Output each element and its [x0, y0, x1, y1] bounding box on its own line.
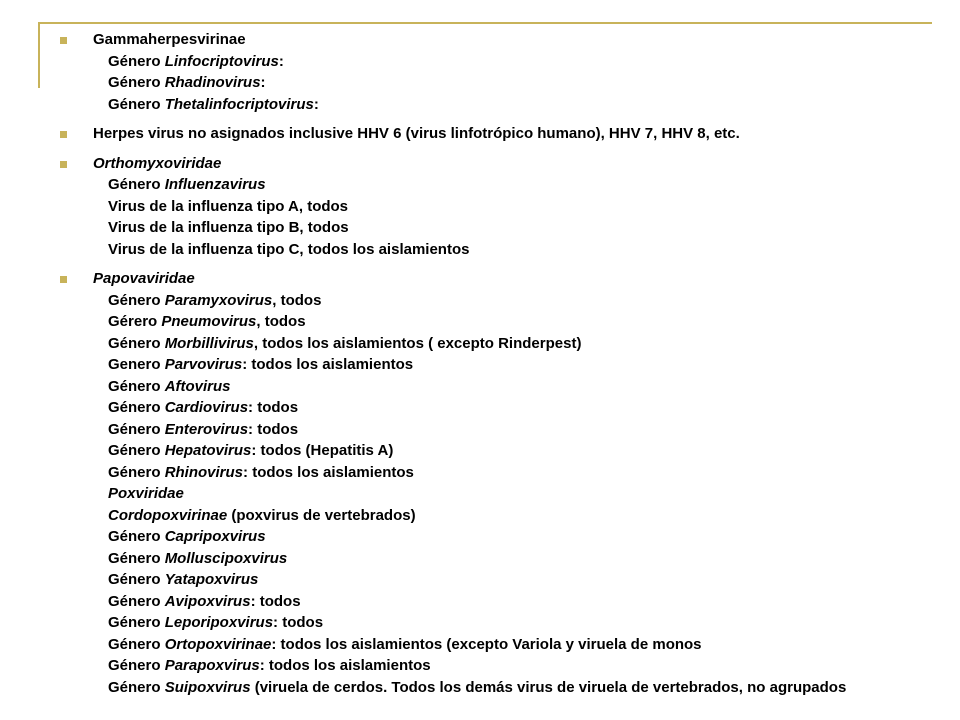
italic-taxon-name: Aftovirus	[164, 377, 231, 395]
text-line	[93, 123, 900, 145]
text-segment: Gérero	[108, 313, 162, 330]
square-bullet-icon	[60, 276, 67, 283]
text-segment: Virus de la influenza tipo C, todos los aislamientos	[108, 240, 470, 258]
text-line	[93, 268, 900, 290]
italic-taxon-name: Pneumovirus	[161, 313, 257, 330]
italic-taxon-name: Molluscipoxvirus	[164, 549, 288, 567]
text-segment: Género	[108, 463, 165, 481]
text-segment: Género	[108, 52, 165, 70]
text-line	[93, 333, 900, 355]
text-segment: Género	[108, 420, 165, 438]
text-segment: Virus de la influenza tipo A, todos	[108, 197, 349, 215]
text-segment: : todos	[248, 399, 299, 416]
text-segment: (poxvirus de vertebrados)	[227, 506, 416, 524]
text-segment: : todos los aislamientos (excepto Variola y viruela de monos	[271, 635, 702, 653]
text-segment: Género	[108, 635, 165, 653]
text-segment: Género	[108, 176, 165, 193]
text-line	[93, 655, 900, 677]
text-line	[93, 239, 900, 261]
text-line	[93, 376, 900, 398]
italic-taxon-name: Leporipoxvirus	[164, 614, 274, 631]
bullet-section	[60, 268, 900, 698]
italic-taxon-name: Paramyxovirus	[164, 291, 273, 309]
italic-taxon-name: Parapoxvirus	[164, 657, 260, 674]
italic-taxon-name: Poxviridae	[108, 485, 184, 502]
text-segment: , todos los aislamientos ( excepto Rinderpest)	[253, 334, 582, 352]
italic-taxon-name: Rhinovirus	[164, 463, 244, 481]
section-lines	[93, 123, 900, 145]
italic-taxon-name: Papovaviridae	[93, 270, 195, 287]
text-line	[93, 591, 900, 613]
square-bullet-icon	[60, 131, 67, 138]
italic-taxon-name: Cordopoxvirinae	[108, 506, 228, 524]
text-segment: (viruela de cerdos. Todos los demás virus de viruela de vertebrados, no agrupados	[250, 678, 847, 696]
italic-taxon-name: Hepatovirus	[164, 442, 252, 459]
bullet-section	[60, 153, 900, 261]
text-segment: Género	[108, 657, 165, 674]
bullet-section	[60, 123, 900, 145]
text-segment: Género	[108, 95, 165, 113]
text-line	[93, 290, 900, 312]
italic-taxon-name: Linfocriptovirus	[164, 52, 279, 70]
text-line	[93, 612, 900, 634]
text-line	[93, 354, 900, 376]
text-line	[93, 196, 900, 218]
text-line	[93, 174, 900, 196]
text-line	[93, 153, 900, 175]
document-body	[60, 29, 900, 706]
text-line	[93, 483, 900, 505]
text-segment: , todos	[272, 291, 322, 309]
frame-top-rule	[38, 22, 932, 24]
text-segment: Género	[108, 399, 165, 416]
text-segment: :	[260, 74, 266, 91]
italic-taxon-name: Yatapoxvirus	[164, 571, 259, 588]
square-bullet-icon	[60, 37, 67, 44]
italic-taxon-name: Morbillivirus	[164, 334, 254, 352]
text-segment: Gammaherpesvirinae	[93, 31, 246, 48]
italic-taxon-name: Thetalinfocriptovirus	[164, 95, 314, 113]
text-segment: Genero	[108, 356, 165, 373]
text-line	[93, 217, 900, 239]
section-lines	[93, 268, 900, 698]
text-line	[93, 634, 900, 656]
bullet-section	[60, 29, 900, 115]
text-line	[93, 569, 900, 591]
section-lines	[93, 29, 900, 115]
text-segment: : todos los aislamientos	[242, 356, 414, 373]
italic-taxon-name: Influenzavirus	[164, 176, 266, 193]
italic-taxon-name: Ortopoxvirinae	[164, 635, 272, 653]
text-line	[93, 397, 900, 419]
text-segment: : todos los aislamientos	[259, 657, 431, 674]
text-line	[93, 526, 900, 548]
italic-taxon-name: Suipoxvirus	[164, 678, 251, 696]
text-segment: Género	[108, 528, 165, 545]
text-segment: Virus de la influenza tipo B, todos	[108, 219, 349, 236]
text-segment: : todos	[250, 592, 301, 610]
text-segment: Género	[108, 614, 165, 631]
square-bullet-icon	[60, 161, 67, 168]
italic-taxon-name: Cardiovirus	[164, 399, 249, 416]
text-line	[93, 51, 900, 73]
text-segment: Género	[108, 291, 165, 309]
text-segment: Género	[108, 334, 165, 352]
text-segment: Género	[108, 442, 165, 459]
text-line	[93, 311, 900, 333]
text-line	[93, 548, 900, 570]
italic-taxon-name: Rhadinovirus	[164, 74, 261, 91]
text-segment: : todos los aislamientos	[243, 463, 414, 481]
italic-taxon-name: Enterovirus	[164, 420, 249, 438]
text-segment: :	[313, 95, 319, 113]
text-line	[93, 440, 900, 462]
text-segment: Género	[108, 74, 165, 91]
text-segment: : todos	[273, 614, 324, 631]
section-lines	[93, 153, 900, 261]
text-segment: : todos	[248, 420, 299, 438]
text-line	[93, 29, 900, 51]
text-line	[93, 677, 903, 699]
text-segment: : todos (Hepatitis A)	[251, 442, 394, 459]
text-segment: Género	[108, 592, 165, 610]
italic-taxon-name: Orthomyxoviridae	[93, 154, 222, 172]
text-segment: :	[278, 52, 284, 70]
text-line	[93, 505, 900, 527]
text-segment: Género	[108, 571, 165, 588]
text-segment: , todos	[256, 313, 306, 330]
italic-taxon-name: Avipoxvirus	[164, 592, 251, 610]
italic-taxon-name: Capripoxvirus	[164, 528, 266, 545]
text-segment: Género	[108, 377, 165, 395]
text-segment: Género	[108, 549, 165, 567]
text-segment: Género	[108, 678, 165, 696]
frame-left-rule	[38, 22, 40, 88]
text-segment: Herpes virus no asignados inclusive HHV 6 (virus linfotrópico humano), HHV 7, HHV 8, etc.	[93, 125, 740, 142]
text-line	[93, 94, 900, 116]
text-line	[93, 462, 900, 484]
text-line	[93, 72, 900, 94]
italic-taxon-name: Parvovirus	[164, 356, 243, 373]
text-line	[93, 419, 900, 441]
